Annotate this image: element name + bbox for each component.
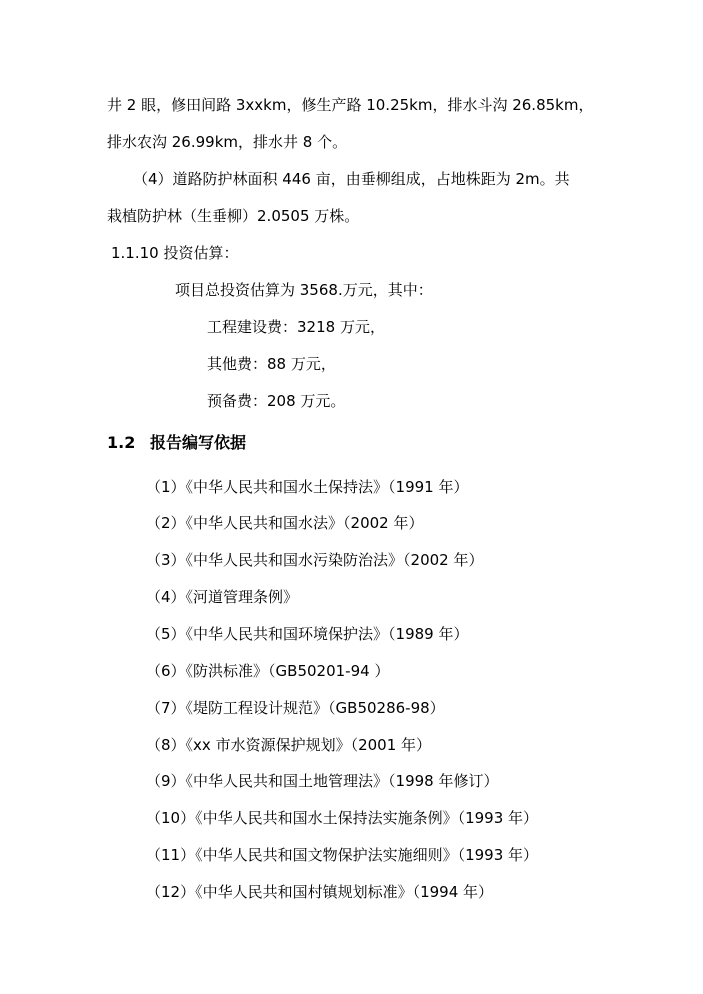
reference-item: （9）《中华人民共和国土地管理法》（1998 年修订） <box>146 772 499 790</box>
reference-item: （10）《中华人民共和国水土保持法实施条例》（1993 年） <box>146 809 539 827</box>
reference-item: （12）《中华人民共和国村镇规划标准》（1994 年） <box>146 883 494 901</box>
section-heading: 1.1.10 投资估算： <box>111 244 239 262</box>
reference-item: （4）《河道管理条例》 <box>146 588 299 606</box>
paragraph-line: （4）道路防护林面积 446 亩，由垂柳组成，占地株距为 2m。共 <box>133 170 570 188</box>
section-heading-title: 报告编写依据 <box>150 433 247 452</box>
paragraph-line: 栽植防护林（生垂柳）2.0505 万株。 <box>107 207 360 225</box>
section-heading-number: 1.2 <box>107 433 136 452</box>
reference-item: （8）《xx 市水资源保护规划》（2001 年） <box>146 736 432 754</box>
reference-item: （3）《中华人民共和国水污染防治法》（2002 年） <box>146 551 484 569</box>
paragraph-line: 井 2 眼，修田间路 3xxkm，修生产路 10.25km，排水斗沟 26.85km， <box>107 96 594 114</box>
paragraph-line: 排水农沟 26.99km，排水井 8 个。 <box>107 133 348 151</box>
reference-item: （6）《防洪标准》（GB50201-94 ） <box>146 662 390 680</box>
investment-item: 工程建设费：3218 万元， <box>207 318 385 336</box>
investment-intro: 项目总投资估算为 3568.万元，其中： <box>175 281 433 299</box>
reference-item: （5）《中华人民共和国环境保护法》（1989 年） <box>146 625 469 643</box>
investment-item: 预备费：208 万元。 <box>207 392 346 410</box>
investment-item: 其他费：88 万元， <box>207 355 336 373</box>
reference-item: （11）《中华人民共和国文物保护法实施细则》（1993 年） <box>146 846 539 864</box>
reference-item: （7）《堤防工程设计规范》（GB50286-98） <box>146 699 445 717</box>
reference-item: （2）《中华人民共和国水法》（2002 年） <box>146 514 424 532</box>
reference-item: （1）《中华人民共和国水土保持法》（1991 年） <box>146 478 469 496</box>
